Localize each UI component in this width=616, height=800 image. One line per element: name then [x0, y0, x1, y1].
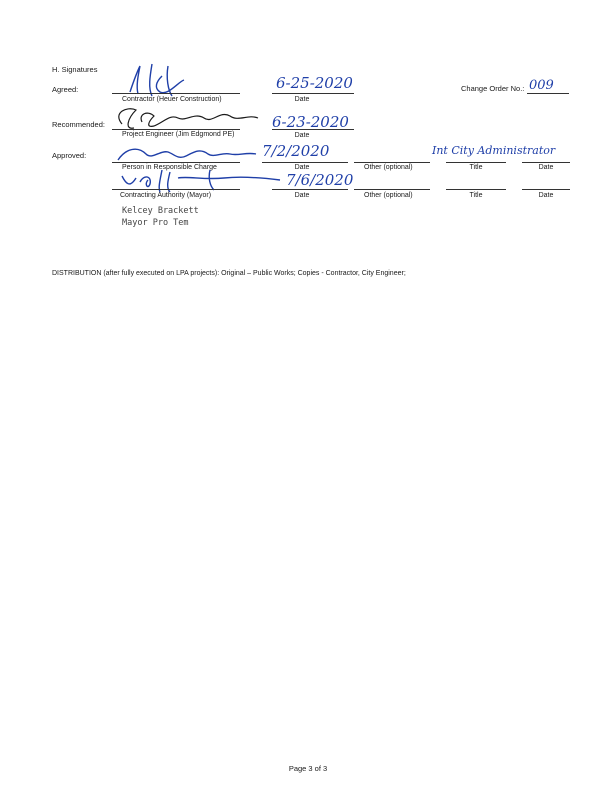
- authority-date-caption: Date: [294, 192, 310, 199]
- responsible-charge-caption: Person in Responsible Charge: [122, 164, 217, 171]
- authority-date2-caption: Date: [538, 192, 554, 199]
- agreed-label: Agreed:: [52, 85, 79, 94]
- contractor-caption: Contractor (Heuer Construction): [122, 96, 222, 103]
- approved-date2-caption: Date: [538, 164, 554, 171]
- approved-other-line: [354, 162, 430, 163]
- responsible-charge-signature-line: [112, 162, 240, 163]
- section-title: H. Signatures: [52, 65, 98, 74]
- approved-title-handwritten: Int City Administrator: [432, 144, 556, 157]
- approved-date-handwritten: 7/2/2020: [262, 142, 330, 160]
- approved-date-caption: Date: [294, 164, 310, 171]
- approved-date2-line: [522, 162, 570, 163]
- authority-other-line: [354, 189, 430, 190]
- approved-date-line: [262, 162, 348, 163]
- typed-signer-title: Mayor Pro Tem: [122, 218, 189, 228]
- agreed-date-caption: Date: [294, 96, 310, 103]
- project-engineer-caption: Project Engineer (Jim Edgmond PE): [122, 131, 235, 138]
- distribution-note: DISTRIBUTION (after fully executed on LPA projects): Original – Public Works; Copies - Contractor, City Engineer;: [52, 270, 406, 277]
- change-order-number: 009: [529, 78, 554, 93]
- mayor-caption: Contracting Authority (Mayor): [120, 192, 212, 199]
- authority-date-line: [272, 189, 348, 190]
- change-order-line: [527, 93, 569, 94]
- mayor-signature-line: [112, 189, 240, 190]
- contractor-signature-line: [112, 93, 240, 94]
- authority-date-handwritten: 7/6/2020: [286, 171, 354, 189]
- authority-title-caption: Title: [469, 192, 483, 199]
- approved-other-caption: Other (optional): [364, 164, 413, 171]
- authority-date2-line: [522, 189, 570, 190]
- typed-signer-name: Kelcey Brackett: [122, 206, 199, 216]
- page-number: Page 3 of 3: [288, 764, 328, 773]
- agreed-date-line: [272, 93, 354, 94]
- recommended-date-line: [272, 129, 354, 130]
- authority-title-line: [446, 189, 506, 190]
- authority-other-caption: Other (optional): [364, 192, 413, 199]
- approved-title-line: [446, 162, 506, 163]
- approved-label: Approved:: [52, 151, 87, 160]
- recommended-label: Recommended:: [52, 120, 105, 129]
- recommended-date-caption: Date: [294, 132, 310, 139]
- change-order-label: Change Order No.:: [461, 84, 525, 93]
- approved-title-caption: Title: [469, 164, 483, 171]
- project-engineer-signature-line: [112, 129, 240, 130]
- agreed-date-handwritten: 6-25-2020: [276, 74, 353, 92]
- recommended-date-handwritten: 6-23-2020: [272, 113, 349, 131]
